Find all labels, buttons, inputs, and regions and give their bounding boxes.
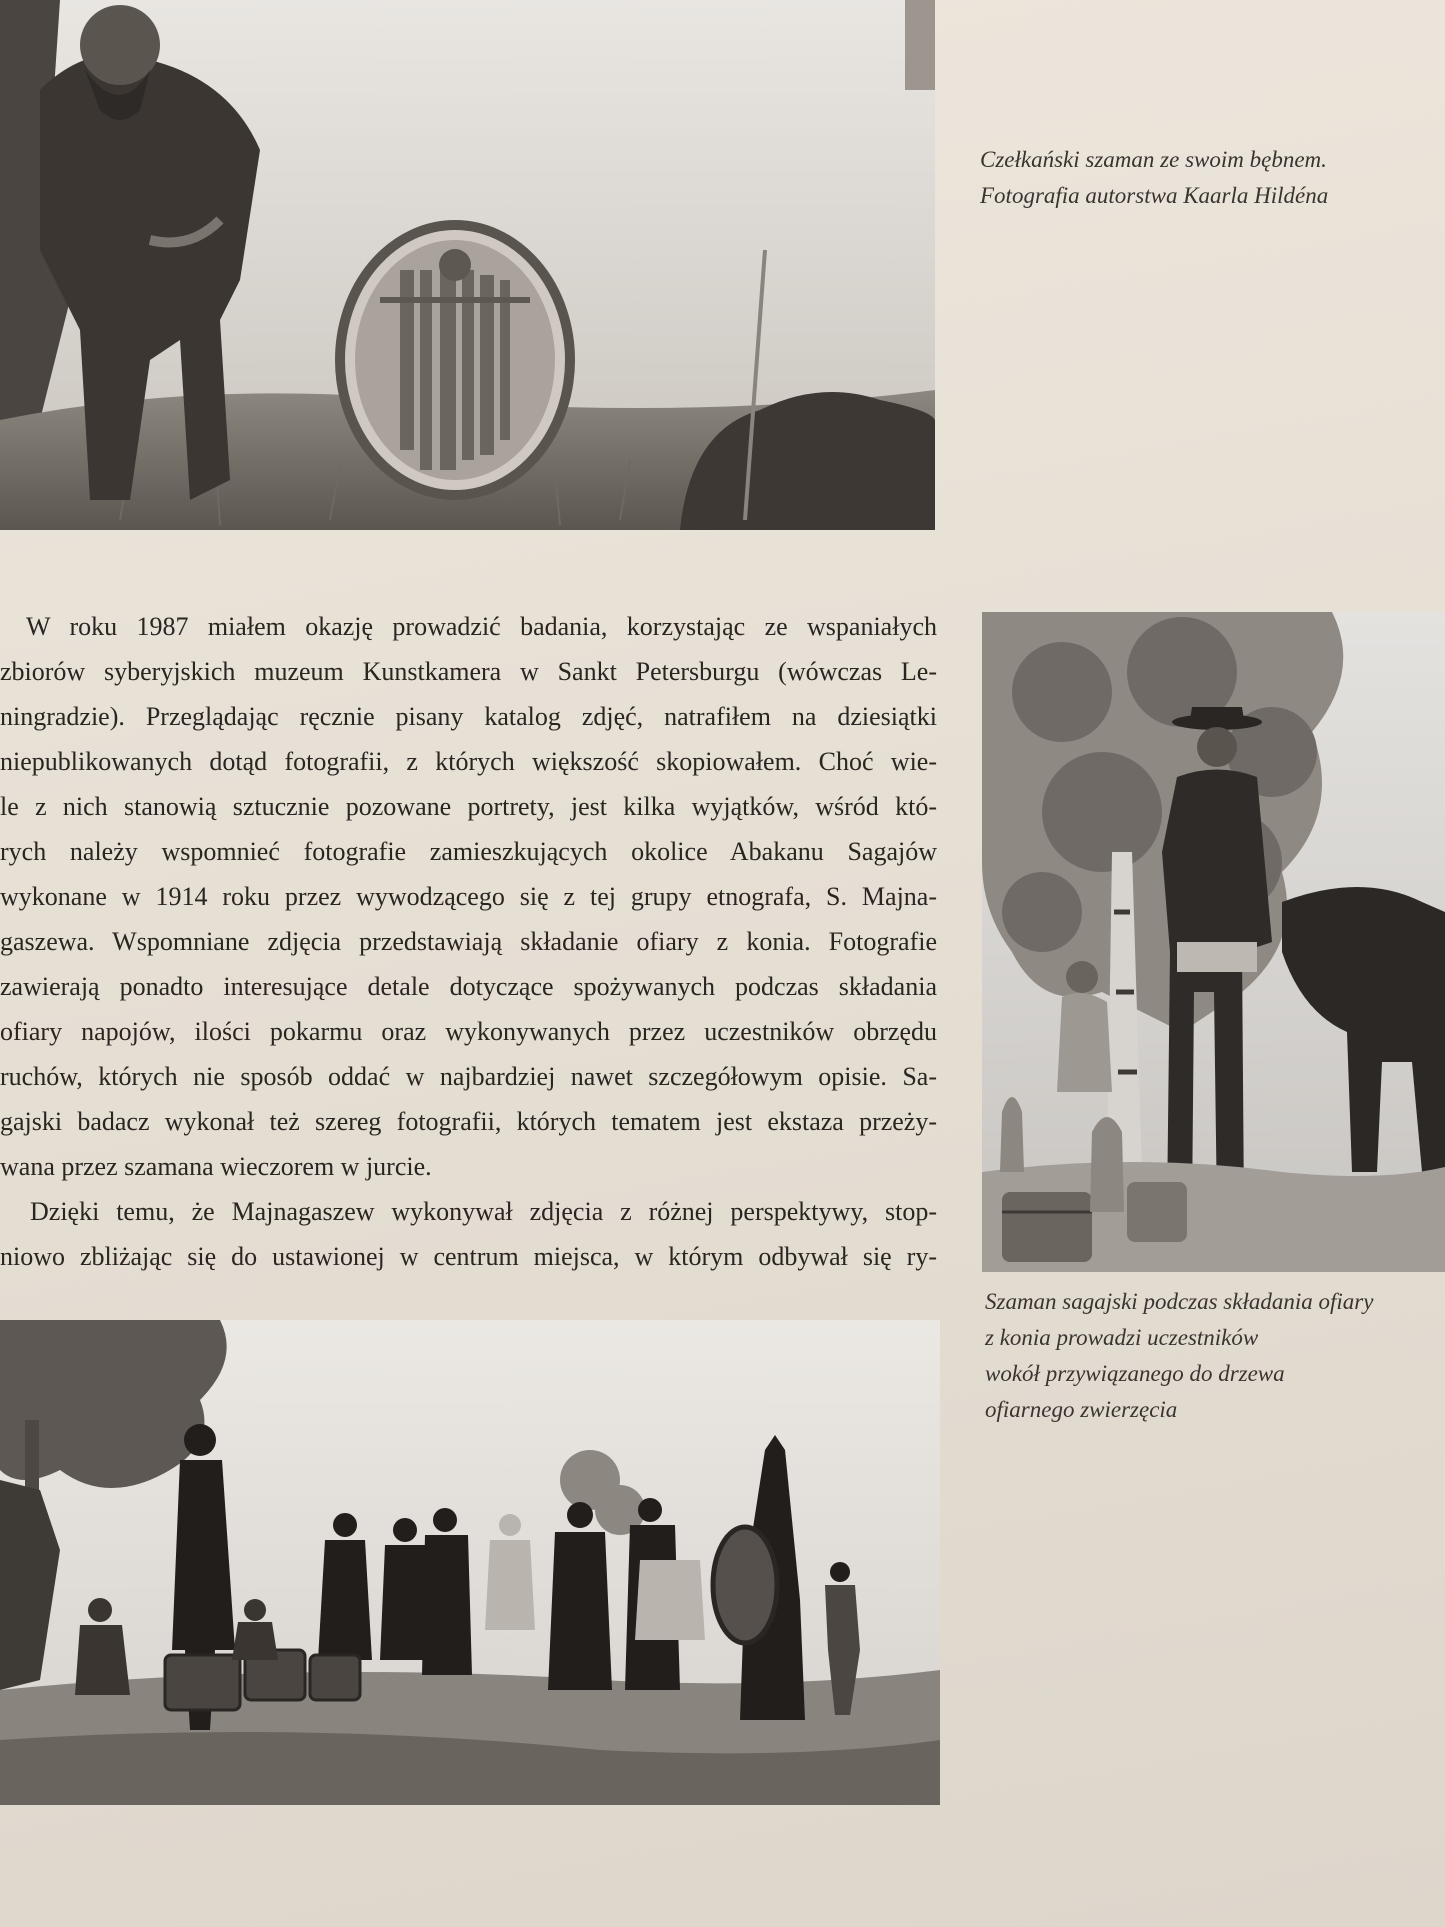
text-line: W roku 1987 miałem okazję prowadzić badania, korzystając ze wspaniałych	[26, 612, 937, 641]
text-line: ningradzie). Przeglądając ręcznie pisany katalog zdjęć, natrafiłem na dziesiątki	[0, 702, 937, 731]
caption-line: wokół przywiązanego do drzewa	[985, 1361, 1285, 1386]
caption-line: z konia prowadzi uczestników	[985, 1325, 1259, 1350]
paragraph	[0, 1189, 937, 1279]
text-line: le z nich stanowią sztucznie pozowane portrety, jest kilka wyjątków, wśród któ-	[0, 792, 937, 821]
caption-line: Fotografia autorstwa Kaarla Hildéna	[980, 183, 1329, 208]
text-line: ruchów, których nie sposób oddać w najbardziej nawet szczegółowym opisie. Sa-	[0, 1062, 937, 1091]
body-text	[0, 604, 937, 1279]
photo-ritual-participants-image	[0, 1320, 940, 1805]
photo-ritual-participants	[0, 1320, 940, 1805]
text-line: ofiary napojów, ilości pokarmu oraz wykonywanych przez uczestników obrzędu	[0, 1017, 937, 1046]
paragraph	[0, 604, 937, 1189]
photo-shaman-with-horse-image	[982, 612, 1445, 1272]
caption-line: ofiarnego zwierzęcia	[985, 1397, 1178, 1422]
caption-line: Czełkański szaman ze swoim bębnem.	[980, 147, 1327, 172]
text-line: niepublikowanych dotąd fotografii, z których większość skopiowałem. Choć wie-	[0, 747, 937, 776]
text-line: zbiorów syberyjskich muzeum Kunstkamera w Sankt Petersburgu (wówczas Le-	[0, 657, 937, 686]
text-line: gaszewa. Wspomniane zdjęcia przedstawiają składanie ofiary z konia. Fotografie	[0, 927, 937, 956]
caption-line: Szaman sagajski podczas składania ofiary	[985, 1289, 1374, 1314]
text-line: zawierają ponadto interesujące detale dotyczące spożywanych podczas składania	[0, 972, 937, 1001]
photo-shaman-with-horse	[982, 612, 1445, 1272]
text-line: gajski badacz wykonał też szereg fotografii, których tematem jest ekstaza przeży-	[0, 1107, 937, 1136]
caption-horse-sacrifice	[985, 1284, 1373, 1428]
text-line: wykonane w 1914 roku przez wywodzącego się z tej grupy etnografa, S. Majna-	[0, 882, 937, 911]
text-line: niowo zbliżając się do ustawionej w centrum miejsca, w którym odbywał się ry-	[0, 1242, 937, 1271]
photo-shaman-with-drum	[0, 0, 935, 530]
text-line: Dzięki temu, że Majnagaszew wykonywał zdjęcia z różnej perspektywy, stop-	[30, 1197, 937, 1226]
text-line: rych należy wspomnieć fotografie zamieszkujących okolice Abakanu Sagajów	[0, 837, 937, 866]
caption-shaman-drum	[980, 142, 1328, 214]
photo-shaman-with-drum-image	[0, 0, 935, 530]
text-line: wana przez szamana wieczorem w jurcie.	[0, 1152, 432, 1181]
